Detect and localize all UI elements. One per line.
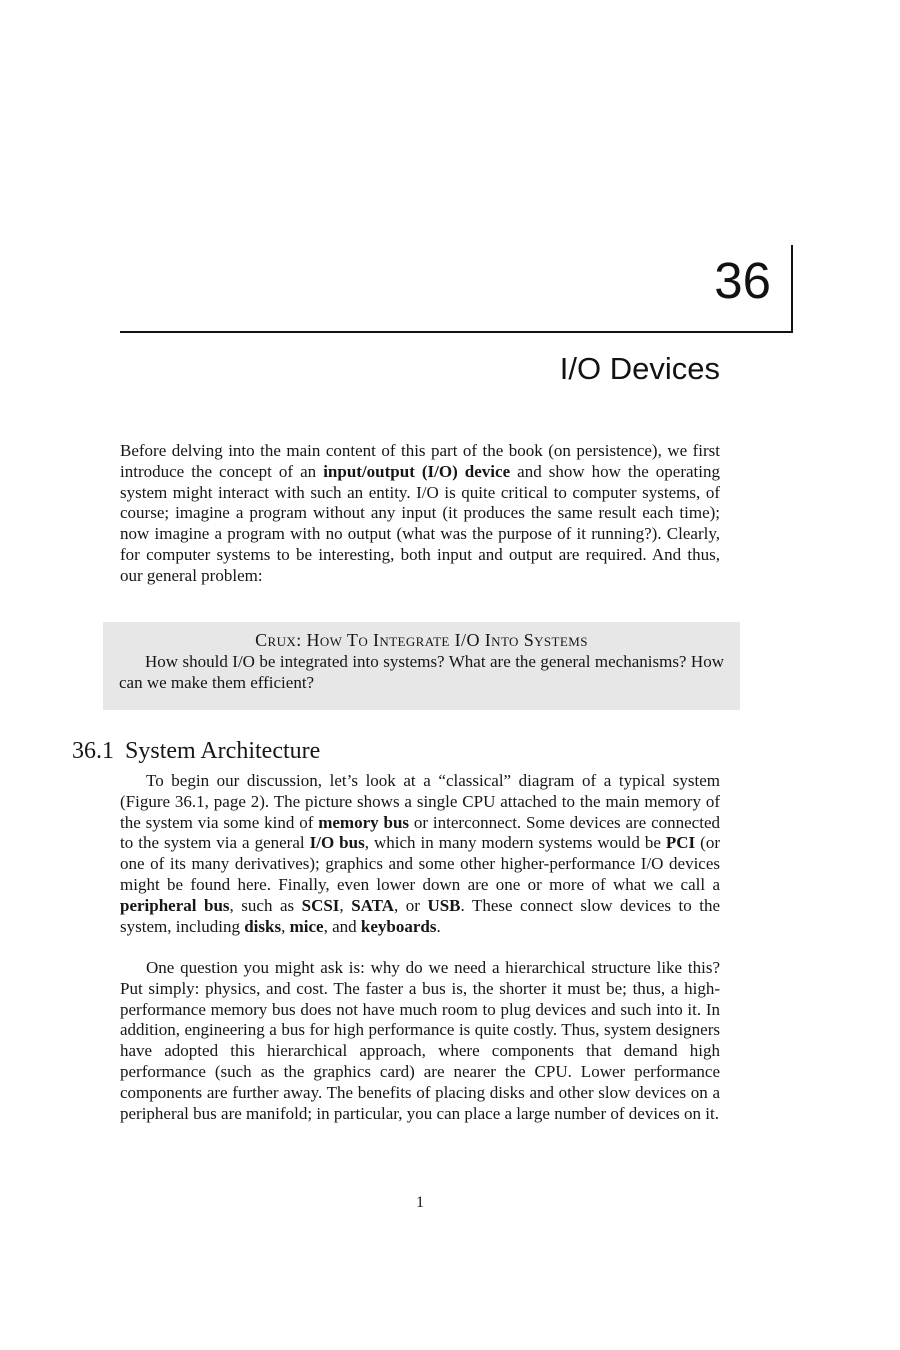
crux-title: Crux: How To Integrate I/O Into Systems — [255, 630, 588, 650]
section-paragraph-1: To begin our discussion, let’s look at a “classical” diagram of a typical system (Figure 36.1, page 2). The picture shows a single CPU attached to the main memory of the system via some kind of memory bus or interconnect. Some devices are connected to the system via a general I/O bus, which in many modern systems would be PCI (or one of its many derivatives); graphics and some other higher-performance I/O devices might be found here. Finally, even lower down are one or more of what we call a peripheral bus, such as SCSI, SATA, or USB. These connect slow devices to the system, including disks, mice, and keyboards. — [120, 771, 721, 936]
section-number: 36.1 — [72, 738, 114, 764]
section-heading — [72, 737, 320, 765]
chapter-title: I/O Devices — [559, 351, 720, 386]
crux-body: How should I/O be integrated into systems? What are the general mechanisms? How can we make them efficient? — [119, 652, 724, 692]
section-title: System Architecture — [125, 738, 321, 764]
chapter-rule-horizontal — [120, 331, 793, 333]
page-number: 1 — [416, 1194, 424, 1211]
chapter-rule-vertical — [791, 245, 793, 333]
chapter-number: 36 — [714, 252, 771, 309]
intro-paragraph: Before delving into the main content of this part of the book (on persistence), we first introduce the concept of an input/output (I/O) device and show how the operating system might interact with such an entity. I/O is quite critical to computer systems, of course; imagine a program without any input (it produces the same result each time); now imagine a program with no output (what was the purpose of it running?). Clearly, for computer systems to be interesting, both input and output are required. And thus, our general problem: — [120, 441, 720, 585]
crux-box — [103, 622, 740, 710]
section-paragraph-2: One question you might ask is: why do we need a hierarchical structure like this? Put simply: physics, and cost. The faster a bus is, the shorter it must be; thus, a high-performance memory bus does not have much room to plug devices and such into it. In addition, engineering a bus for high performance is quite costly. Thus, system designers have adopted this hierarchical approach, where components that demand high performance (such as the graphics card) are nearer the CPU. Lower performance components are further away. The benefits of placing disks and other slow devices on a peripheral bus are manifold; in particular, you can place a large number of devices on it. — [120, 958, 720, 1123]
